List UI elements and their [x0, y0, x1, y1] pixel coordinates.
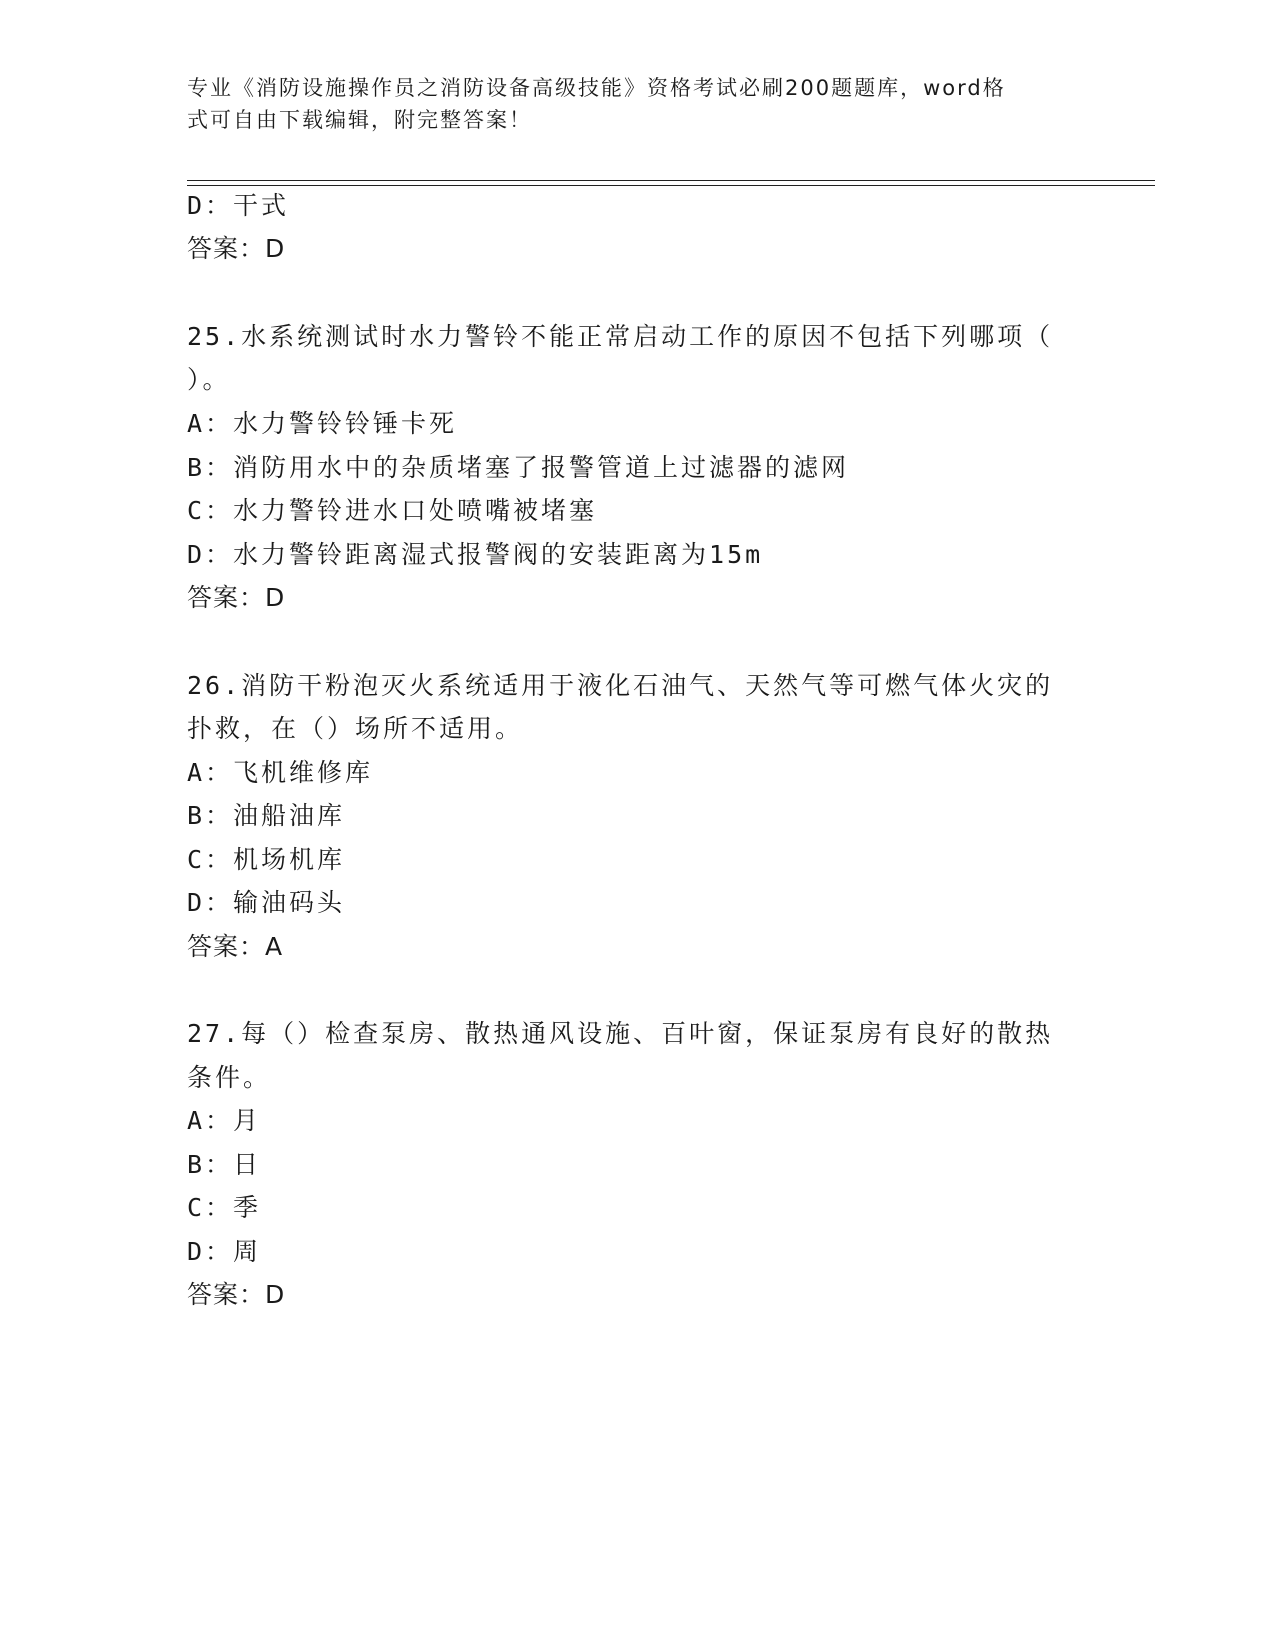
question-26-stem-line-2: 扑救，在（）场所不适用。 [187, 714, 524, 743]
question-27-stem-line-2: 条件。 [187, 1063, 272, 1092]
question-27-option-d: D：周 [187, 1237, 262, 1266]
question-26-option-a: A：飞机维修库 [187, 758, 374, 787]
question-27-option-c: C：季 [187, 1193, 262, 1222]
question-26-option-c: C：机场机库 [187, 845, 346, 874]
question-26-stem-line-1: 26.消防干粉泡灭火系统适用于液化石油气、天然气等可燃气体火灾的 [187, 671, 1054, 700]
question-25-option-a: A：水力警铃铃锤卡死 [187, 409, 458, 438]
question-26-option-b: B：油船油库 [187, 801, 346, 830]
header-divider-top [187, 180, 1155, 181]
question-27-stem-line-1: 27.每（）检查泵房、散热通风设施、百叶窗，保证泵房有良好的散热 [187, 1019, 1054, 1048]
document-header [187, 72, 1087, 136]
question-27-option-a: A：月 [187, 1106, 262, 1135]
question-25-stem-line-2: ）。 [187, 365, 231, 394]
prev-answer: 答案：D [187, 234, 286, 263]
question-25-option-d: D：水力警铃距离湿式报警阀的安装距离为15m [187, 540, 764, 569]
question-26-answer: 答案：A [187, 932, 284, 961]
question-27-option-b: B：日 [187, 1150, 262, 1179]
header-title-line-1: 专业《消防设施操作员之消防设备高级技能》资格考试必刷200题题库，word格 [187, 76, 1006, 100]
question-26-option-d: D：输油码头 [187, 888, 346, 917]
prev-option-d: D：干式 [187, 191, 290, 220]
header-divider-bottom [187, 185, 1155, 186]
question-25-option-c: C：水力警铃进水口处喷嘴被堵塞 [187, 496, 598, 525]
question-27-answer: 答案：D [187, 1280, 286, 1309]
question-25-answer: 答案：D [187, 583, 286, 612]
header-title-line-2: 式可自由下载编辑，附完整答案！ [187, 108, 532, 132]
question-25-stem-line-1: 25.水系统测试时水力警铃不能正常启动工作的原因不包括下列哪项（ [187, 322, 1054, 351]
question-25-option-b: B：消防用水中的杂质堵塞了报警管道上过滤器的滤网 [187, 453, 850, 482]
